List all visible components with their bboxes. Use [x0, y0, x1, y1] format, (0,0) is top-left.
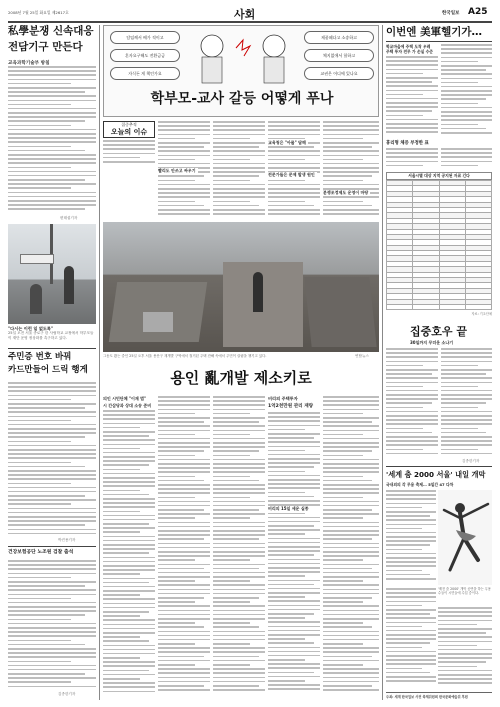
dancer-leg [450, 538, 464, 570]
left2-body-text [8, 382, 96, 537]
parent-head [201, 35, 223, 57]
dancer-caption: '제전 춤 2000' 개막 공연을 하는 무용수들이 시민들에 수입 중이다. [438, 587, 491, 596]
bubble-5: 체지없애서 합하고 [304, 49, 374, 62]
left2-byline: 박진용기자 [58, 538, 76, 542]
col-rule-right [382, 25, 383, 700]
bottom-col-3 [213, 396, 265, 700]
bubble-1: 담임께서 배가 적이고 [110, 31, 180, 44]
right-bottom-col-1 [386, 490, 436, 585]
teacher-body [264, 57, 284, 83]
left-photo-caption [8, 326, 96, 345]
bottom-col-5 [323, 396, 379, 700]
right-mid-subhead: 30일까지 무더운 소나기 [410, 340, 454, 345]
table-note: 자료: 기초단체 [471, 312, 492, 317]
bottom-col-2 [158, 396, 210, 700]
right-bottom-col-2 [386, 588, 436, 688]
left-body-text [8, 66, 96, 216]
right-bottom-headline: '세계 춤 2000 서울' 내일 개막 [386, 470, 486, 479]
bottom-mid-a: 비리의 주택투자 [268, 396, 298, 401]
right-bottom-subhead: 국내외의 각 무용 축제… 5일간 47 다차 [386, 482, 454, 487]
cartoon [103, 25, 379, 117]
right-mid-byline: 김종한기자 [462, 459, 480, 463]
bottom-sub-1: 의인 시민단체 "이재 법" [103, 396, 147, 401]
bottom-sub-2: 시 간삼당과 상대 소송 준비 [103, 403, 152, 408]
right-headline: 이번엔 美軍헬기가… [386, 26, 483, 38]
bubble-3: 자식돈 게 책인가요 [110, 67, 180, 80]
bottom-headline: 용인 亂개발 제소키로 [170, 369, 312, 387]
center-photo-caption: 그동도 봤는 중인 25일 오후 서울 용산구 재개발 구역에서 철거된 주택 잔해 속에서 주민이 살림을 챙기고 있다. [103, 354, 267, 358]
person-figure [253, 272, 263, 312]
bottom-mid-b: 1억2천만원 관리 재량 [268, 404, 314, 409]
right-mid-col-1 [386, 348, 438, 458]
left-caption-text: 25일 오전 서울 종로구 한 사립학교 교정에서 학부모들이 재단 운영 정상화를 촉구하고 있다. [8, 331, 94, 340]
left-byline: 변태섭기자 [60, 216, 78, 220]
left3-body-text [8, 560, 96, 690]
right-mid-text-1 [386, 148, 438, 170]
photo-banner [20, 254, 54, 264]
left3-byline: 김종한기자 [58, 692, 76, 696]
left-headline-2: 전담기구 만든다 [8, 41, 83, 53]
table-title: 서울시별 대상 지역 공지된 자료 긴다 [386, 172, 492, 180]
col-rule-left [99, 25, 100, 700]
kicker-small: 집중추적 [121, 122, 137, 127]
right-sub3: 휴리형 체증 부정한 표 [386, 141, 429, 146]
left3-headline: 건강보험공단 노조원 검찰 출석 [8, 550, 74, 555]
bubble-6: 교권은 어디에 있나요 [304, 67, 374, 80]
bottom-col-1 [103, 410, 155, 700]
conflict-spark [236, 40, 250, 56]
masthead-rule [8, 21, 492, 23]
photo-figure-2 [30, 284, 42, 314]
left-headline-1: 私學분쟁 신속대응 [8, 25, 94, 37]
left-caption-title: "다시는 이런 일 없도록" [8, 326, 54, 331]
left2-headline-1: 주민증 번호 바꿔 [8, 352, 72, 362]
right-mid-col-2 [441, 348, 492, 458]
right-bottom-col-3 [438, 607, 492, 688]
cartoon-drawing [184, 28, 302, 88]
right-footer: 주최: 세계 한국일보 사전 축제위원회 한국문화예술위 후원 [386, 692, 492, 699]
teacher-head [263, 35, 285, 57]
main-col-1 [103, 140, 155, 166]
right-subhead: 학교마을에 주택 도착 우레 [386, 44, 431, 49]
dancer-figure [438, 490, 492, 585]
main-headline: 학부모-교사 갈등 어떻게 푸나 [150, 91, 334, 107]
right-mid-headline: 집중호우 끝 [410, 325, 467, 338]
bubble-2: 혼자요구해도 전환금금 [110, 49, 180, 62]
left-divider [8, 348, 96, 349]
kicker-title: 오늘의 이슈 [110, 128, 148, 136]
main-col-3 [213, 121, 265, 219]
right-mid-text-2 [441, 148, 492, 170]
bottom-mid-c: 비리의 15일 세운 실종 [268, 506, 320, 512]
left-photo [8, 224, 96, 324]
center-photo-credit: 연합뉴스 [355, 354, 369, 358]
rubble-2 [223, 262, 303, 347]
main-col-5 [323, 121, 379, 219]
data-table [386, 180, 492, 310]
center-photo [103, 222, 379, 352]
right-head-rule [386, 41, 492, 42]
dancer-photo [438, 490, 492, 585]
right-top-col-1 [386, 56, 438, 138]
debris-box [143, 312, 173, 332]
issue-kicker [103, 121, 155, 138]
main-sub-1: 빨리도 안쓰고 싸우기 [158, 168, 196, 173]
bottom-col-4 [268, 412, 320, 700]
table-row [387, 304, 492, 309]
right-divider [386, 466, 492, 467]
main-sub-4: 분쟁조정제도 운영이 마땅 [323, 190, 369, 195]
paper-name: 한국일보 [442, 11, 460, 16]
price-table [386, 172, 492, 316]
rubble-3 [304, 277, 376, 347]
left2-headline-2: 카드만들어 드릭 행게 [8, 365, 88, 375]
right-subhead-2: 주택 투자 전무 가 손실 수준 [386, 49, 433, 54]
dancer-arms [444, 504, 488, 518]
masthead [8, 6, 492, 20]
main-sub-3: 전문가들은 문제 발생 원인 [268, 172, 315, 177]
right-top-col-2 [441, 44, 492, 138]
bubble-4: 제품떼다고 소송하고 [304, 31, 374, 44]
main-sub-2: 교육청은 "아몰" 답해 [268, 140, 306, 145]
masthead-date: 2008년 7월 25일 화요일 제2617호 [8, 10, 69, 15]
page-number: A25 [468, 7, 488, 17]
photo-figure [64, 266, 74, 304]
dancer-skirt [456, 530, 476, 541]
left-subhead: 교육과학기술부 방침 [8, 61, 50, 66]
left-story-2 [8, 352, 96, 376]
left-divider-2 [8, 546, 96, 547]
main-col-4 [268, 121, 320, 219]
parent-body [202, 57, 222, 83]
section-title: 사회 [234, 8, 256, 21]
